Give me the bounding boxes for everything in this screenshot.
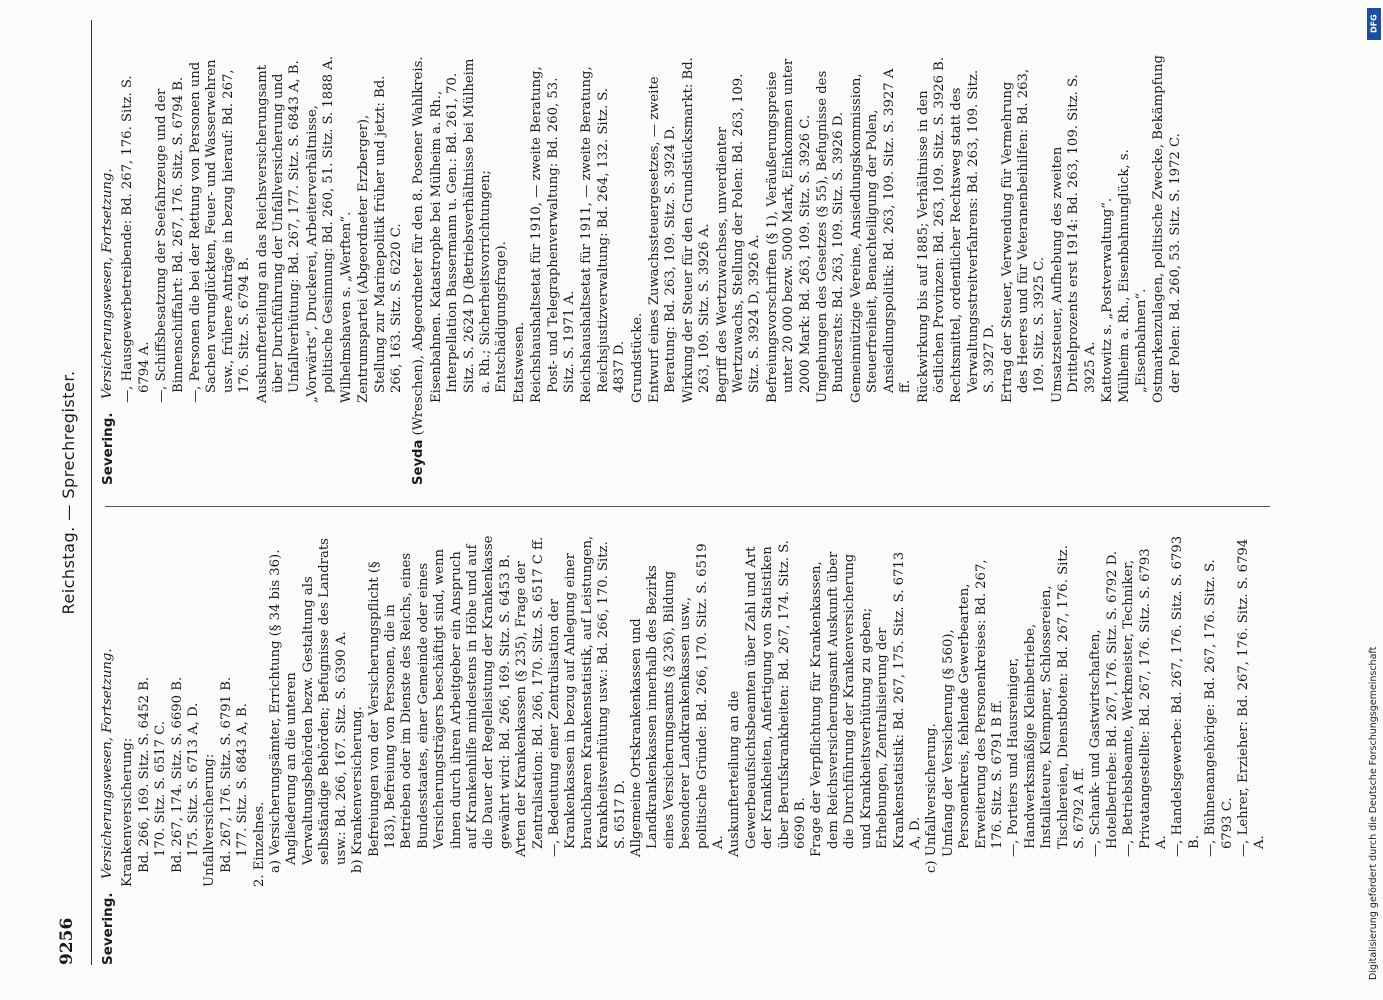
speaker-entry-seyda — [411, 55, 427, 485]
register-line: —, Portiers und Hausreiniger, Handwerksmäßige Kleinbetriebe, Installateure, Klempner, Schlossereien, Tischlereien, Dienstboten: Bd. 267, 176. Sitz. S. 6792 A ff. — [1006, 545, 1087, 857]
register-line: —, Bühnenangehörige: Bd. 267, 176. Sitz. S. 6793 C. — [1203, 559, 1235, 857]
register-line: Krankenversicherung: — [120, 737, 136, 887]
register-line: „Vorwärts“, Druckerei, Arbeiterverhältnisse, politische Gesinnung: Bd. 260, 51. Sitz. S. 1888 A. — [304, 56, 337, 403]
register-line: Eisenbahnen. Katastrophe bei Mülheim a. Rh., Interpellation Bassermann u. Gen.: Bd. 261, 70. Sitz. S. 2624 D (Betriebsverhältnisse bei Mülheim a. Rh.; Sicherheitsvorrichtungen; Entschädigungsfrage). — [428, 58, 510, 403]
register-line: Reichshaushaltsetat für 1911, — zweite Beratung, Reichsjustizverwaltung: Bd. 264, 132. Sitz. S. 4837 D. — [579, 66, 628, 403]
right-column — [100, 55, 1300, 485]
register-line: Wirkung der Steuer für den Grundstücksmarkt: Bd. 263, 109. Sitz. S. 3926 A. — [680, 57, 713, 403]
register-line: Rechtsmittel, ordentlicher Rechtsweg statt des Verwaltungsstreitverfahrens: Bd. 263, 109. Sitz. S. 3927 D. — [949, 69, 998, 403]
register-line: Allgemeine Ortskrankenkassen und Landkrankenkassen innerhalb des Bezirks eines Versicherungsamts (§ 236), Bildung besonderer Landkrankenkassen usw., politische Gründe: Bd. 266, 170. Sitz. S. 6519 A. — [629, 543, 727, 857]
register-line: Mülheim a. Rh., Eisenbahnunglück, s. „Eisenbahnen“. — [1117, 149, 1149, 403]
speaker-info: (Wreschen), Abgeordneter für den 8. Posener Wahlkreis. — [411, 56, 427, 436]
register-line: Bd. 267, 176. Sitz. S. 6791 B. — [218, 676, 234, 873]
register-line: Auskunfterteilung an das Reichsversicherungsamt über Durchführung der Unfallversicherung und Unfallverhütung: Bd. 267, 177. Sitz. S. 6843 A, B. — [254, 60, 303, 403]
register-line: —, Personen die bei der Rettung von Personen und Sachen verunglückten, Feuer- und Wasserwehren usw., frühere Anträge in bezug hierauf: Bd. 267, 176. Sitz. S. 6794 B. — [188, 59, 253, 403]
register-line: Auskunfterteilung an die Gewerbeaufsichtsbeamten über Zahl und Art der Krankheiten, Anfertigung von Statistiken über Berufskrankheiten: Bd. 267, 174. Sitz. S. 6690 B. — [727, 540, 809, 857]
dfg-logo: DFG — [1367, 8, 1381, 40]
left-column — [100, 535, 1300, 965]
register-line: 170. Sitz. S. 6517 C. — [153, 721, 169, 857]
register-line: —, Handelsgewerbe: Bd. 267, 176. Sitz. S. 6793 B. — [1170, 535, 1202, 857]
register-line: Unfallversicherung: — [202, 753, 218, 887]
register-line: 175. Sitz. S. 6713 A, D. — [186, 702, 202, 857]
register-line: —, Schiffsbesatzung der Seefahrzeuge und der Binnenschiffahrt: Bd. 267, 176. Sitz. S. 6794 B. — [154, 76, 186, 403]
header-title: Reichstag. — Sprechregister. — [59, 370, 78, 615]
register-line: Entwurf eines Zuwachssteuergesetzes, — zweite Beratung: Bd. 263, 109. Sitz. S. 3924 D. — [647, 76, 679, 403]
register-line: Zentrumspartei (Abgeordneter Erzberger), Stellung zur Marinepolitik früher und jetzt: Bd. 266, 163. Sitz. S. 6220 C. — [356, 75, 404, 403]
register-line: 2. Einzelnes. — [251, 801, 267, 887]
digitization-note: Digitalisierung gefördert durch die Deutsche Forschungsgemeinschaft — [1368, 646, 1379, 980]
register-line: Bd. 266, 169. Sitz. S. 6452 B. — [136, 676, 152, 873]
register-line: —, Hausgewerbetreibende: Bd. 267, 176. Sitz. S. 6794 A. — [120, 75, 152, 403]
register-line: Frage der Verpflichtung für Krankenkassen, dem Reichsversicherungsamt Auskunft über die Durchführung der Krankenversicherung und Krankheitsverhütung zu geben; Erhebungen, Zentralisierung der Krankenstatistik: Bd. 267, 175. Sitz. S. 6713 A, D. — [809, 551, 923, 857]
register-line: Grundstücke. — [629, 312, 645, 403]
register-line: Ostmarkenzulagen, politische Zwecke, Bekämpfung der Polen: Bd. 260, 53. Sitz. S. 1972 C. — [1151, 55, 1183, 403]
register-line: Umgehungen des Gesetzes (§ 55), Befugnisse des Bundesrats: Bd. 263, 109. Sitz. S. 3926 D. — [815, 70, 847, 403]
register-line: Wilhelmshaven s. „Werften“. — [338, 211, 354, 403]
right-entry-list — [120, 55, 405, 485]
topic-heading: Versicherungswesen, Fortsetzung. — [100, 648, 115, 879]
scanned-page-area — [45, 10, 1310, 975]
speaker-name: Seyda — [411, 439, 427, 485]
register-line: Gemeinnützige Vereine, Ansiedlungskommission, Steuerfreiheit, Benachteiligung der Polen, Ansiedlungspolitik: Bd. 263, 109. Sitz. S. 3927 A ff. — [848, 68, 914, 403]
register-line: —, Lehrer, Erzieher: Bd. 267, 176. Sitz. S. 6794 A. — [1236, 538, 1268, 857]
speaker-name: Severing. — [100, 412, 116, 485]
register-line: c) Unfallversicherung. — [924, 723, 940, 873]
entry-head — [100, 535, 116, 965]
right-entry-list-2 — [429, 55, 1184, 485]
register-line: Begriff des Wertzuwachses, unverdienter Wertzuwachs, Stellung der Polen: Bd. 263, 109. Sitz. S. 3924 D, 3926 A. — [714, 73, 763, 403]
topic-heading: Versicherungswesen, Fortsetzung. — [100, 168, 115, 399]
register-line: Umfang der Versicherung (§ 560), Personenkreis, fehlende Gewerbearten, Erweiterung des Personenkreises: Bd. 267, 176. Sitz. S. 6791 B ff. — [940, 559, 1005, 857]
printed-page — [45, 10, 1310, 975]
left-entry-list — [120, 535, 1268, 965]
register-line: Rückwirkung bis auf 1885; Verhältnisse in den östlichen Provinzen: Bd. 263, 109. Sitz. S. 3926 B. — [915, 56, 947, 403]
register-line: 177. Sitz. S. 6843 A, B. — [235, 703, 251, 857]
running-head — [51, 20, 92, 965]
entry-head — [100, 55, 116, 485]
register-line: Befreiungsvorschriften (§ 1), Veräußerungspreise unter 20 000 bezw. 5000 Mark, Einkommen unter 2000 Mark: Bd. 263, 109. Sitz. S. 3926 C. — [764, 58, 813, 403]
column-divider — [105, 506, 1270, 507]
register-line: Etatswesen. — [511, 321, 527, 403]
register-line: Reichshaushaltsetat für 1910, — zweite Beratung, Post- und Telegraphenverwaltung: Bd. 260, 53. Sitz. S. 1971 A. — [529, 66, 577, 403]
register-line: Befreiungen von der Versicherungspflicht (§ 183), Befreiung von Personen, die in Betrieben oder im Dienste des Reichs, eines Bundesstaates, einer Gemeinde oder eines Versicherungsträgers beschäftigt sind, wenn ihnen durch ihren Arbeitgeber ein Anspruch auf Krankenhilfe mindestens in Höhe und auf die Dauer der Regelleistung der Krankenkasse gewährt wird: Bd. 266, 169. Sitz. S. 6453 B. — [366, 535, 513, 857]
page-number: 9256 — [57, 917, 77, 965]
register-line: —, Bedeutung einer Zentralisation der Krankenkassen in bezug auf Anlegung einer brauchbaren Krankenstatistik, auf Leistungen, Krankheitsverhütung usw.: Bd. 266, 170. Sitz. S. 6517 D. — [546, 535, 628, 857]
register-line: Ertrag der Steuer, Verwendung für Vermehrung des Heeres und für Veteranenbeihilfen: Bd. 263, 109. Sitz. S. 3925 C. — [999, 68, 1048, 403]
register-line: Umsatzsteuer, Aufhebung des zweiten Drittelprozents erst 1914: Bd. 263, 109. Sitz. S. 3925 A. — [1049, 74, 1098, 403]
register-line: b) Krankenversicherung. — [350, 706, 366, 873]
register-line: Kattowitz s. „Postverwaltung“. — [1099, 197, 1115, 403]
register-line: Bd. 267, 174. Sitz. S. 6690 B. — [169, 676, 185, 873]
register-line: —, Schank- und Gastwirtschaften, Hotelbetriebe: Bd. 267, 176. Sitz. S. 6792 D. — [1088, 550, 1120, 857]
register-line: —, Betriebsbeamte, Werkmeister, Techniker, Privatangestellte: Bd. 267, 176. Sitz. S. 6793 A. — [1121, 548, 1169, 857]
register-line: a) Versicherungsämter, Errichtung (§ 34 bis 36). Angliederung an die unteren Verwaltungsbehörden bezw. Gestaltung als selbständige Behörden; Befugnisse des Landrats usw.: Bd. 266, 167. Sitz. S. 6390 A. — [268, 538, 349, 873]
register-line: Arten der Krankenkassen (§ 235), Frage der Zentralisation: Bd. 266, 170. Sitz. S. 6517 C ff. — [514, 536, 546, 857]
speaker-name: Severing. — [100, 892, 116, 965]
